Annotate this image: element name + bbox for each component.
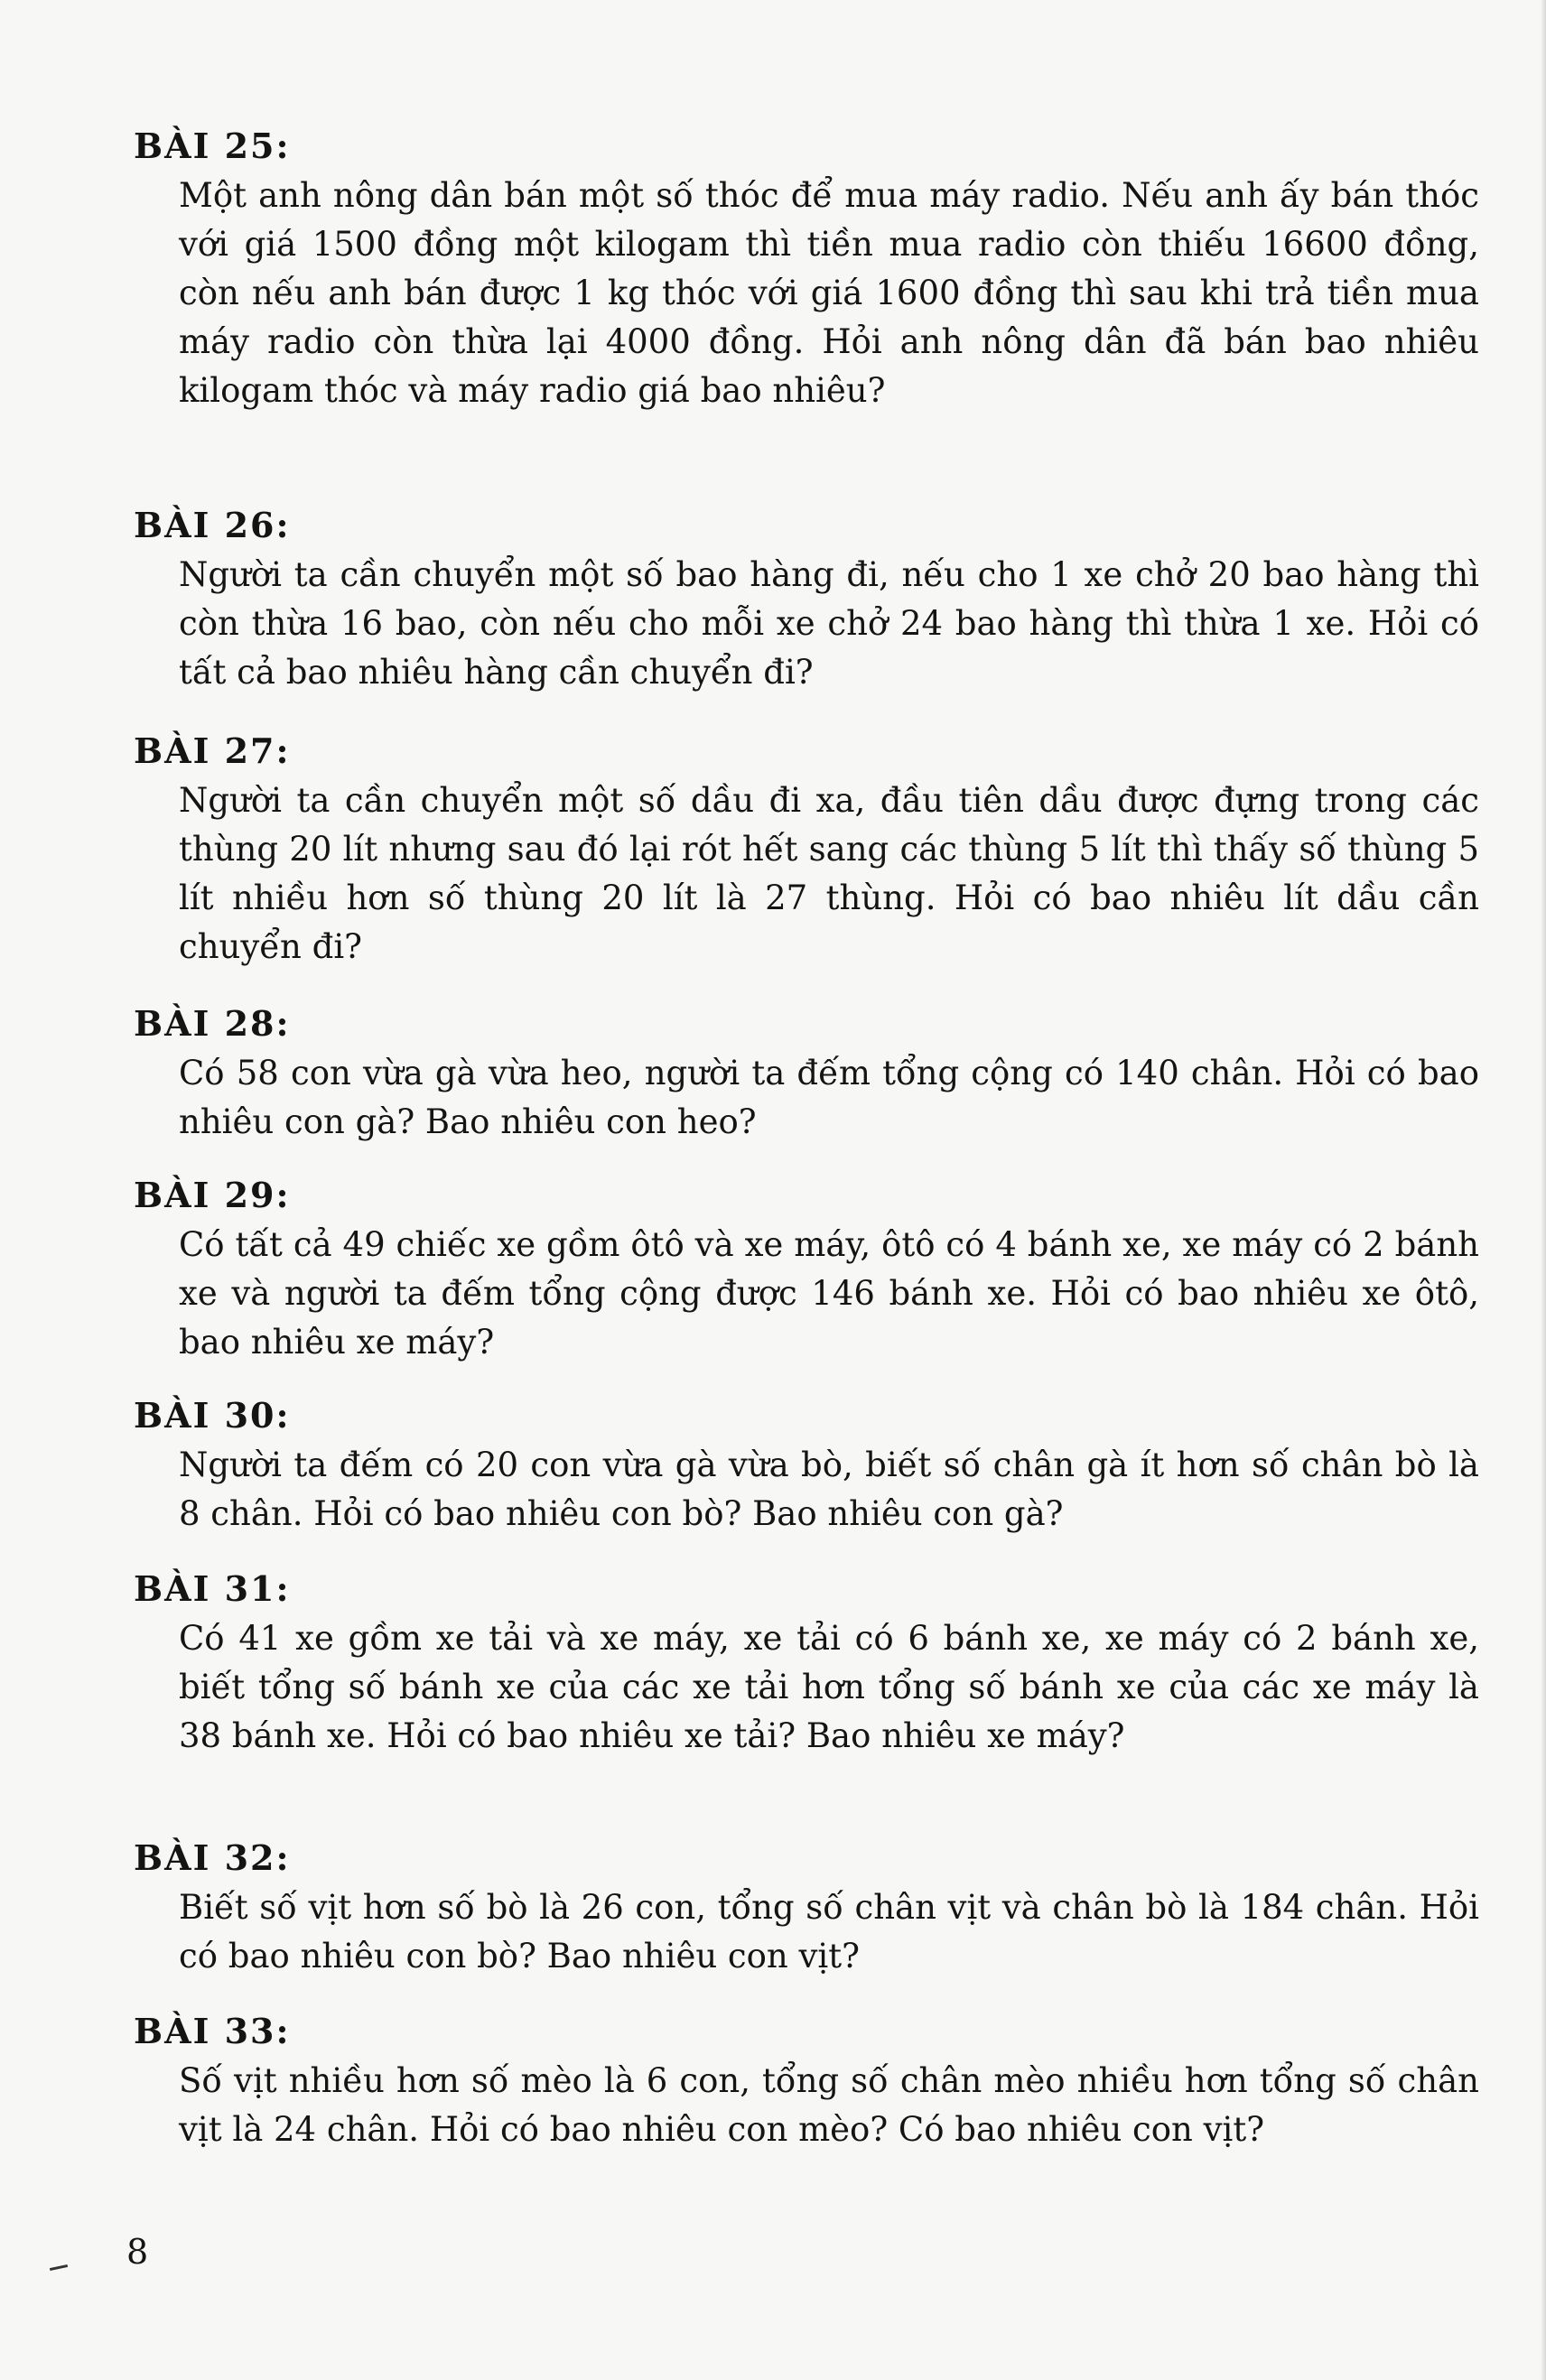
page-number: 8 — [126, 2232, 149, 2272]
problem-heading: BÀI 32: — [134, 1837, 291, 1878]
problem-heading: BÀI 28: — [134, 1003, 291, 1044]
page-edge-shadow — [1541, 0, 1546, 2380]
problem-25 — [134, 125, 1479, 415]
problem-30 — [134, 1394, 1479, 1539]
problem-heading: BÀI 33: — [134, 2011, 291, 2051]
problem-text: Người ta cần chuyển một số bao hàng đi, nếu cho 1 xe chở 20 bao hàng thì còn thừa 16 bao, còn nếu cho mỗi xe chở 24 bao hàng thì thừa 1 xe. Hỏi có tất cả bao nhiêu hàng cần chuyển đi? — [179, 555, 1479, 692]
problem-heading: BÀI 29: — [134, 1175, 291, 1215]
scan-mark — [50, 2264, 68, 2271]
problem-text: Số vịt nhiều hơn số mèo là 6 con, tổng số chân mèo nhiều hơn tổng số chân vịt là 24 chân. Hỏi có bao nhiêu con mèo? Có bao nhiêu con vịt? — [179, 2061, 1479, 2149]
problem-28 — [134, 1002, 1479, 1147]
problem-31 — [134, 1567, 1479, 1761]
problem-text: Người ta cần chuyển một số dầu đi xa, đầu tiên dầu được đựng trong các thùng 20 lít nhưng sau đó lại rót hết sang các thùng 5 lít thì thấy số thùng 5 lít nhiều hơn số thùng 20 lít là 27 thùng. Hỏi có bao nhiêu lít dầu cần chuyển đi? — [179, 781, 1479, 966]
problem-heading: BÀI 27: — [134, 730, 291, 771]
problem-heading: BÀI 25: — [134, 126, 291, 166]
problem-32 — [134, 1836, 1479, 1981]
problem-text: Có tất cả 49 chiếc xe gồm ôtô và xe máy, ôtô có 4 bánh xe, xe máy có 2 bánh xe và người ta đếm tổng cộng được 146 bánh xe. Hỏi có bao nhiêu xe ôtô, bao nhiêu xe máy? — [179, 1225, 1479, 1362]
problem-text: Có 41 xe gồm xe tải và xe máy, xe tải có 6 bánh xe, xe máy có 2 bánh xe, biết tổng số bánh xe của các xe tải hơn tổng số bánh xe của các xe máy là 38 bánh xe. Hỏi có bao nhiêu xe tải? Bao nhiêu xe máy? — [179, 1619, 1479, 1755]
problem-text: Người ta đếm có 20 con vừa gà vừa bò, biết số chân gà ít hơn số chân bò là 8 chân. Hỏi có bao nhiêu con bò? Bao nhiêu con gà? — [179, 1446, 1479, 1533]
problem-text: Có 58 con vừa gà vừa heo, người ta đếm tổng cộng có 140 chân. Hỏi có bao nhiêu con gà? Bao nhiêu con heo? — [179, 1054, 1479, 1141]
problem-33 — [134, 2010, 1479, 2154]
problem-heading: BÀI 26: — [134, 505, 291, 545]
problem-27 — [134, 730, 1479, 972]
problem-text: Một anh nông dân bán một số thóc để mua máy radio. Nếu anh ấy bán thóc với giá 1500 đồng một kilogam thì tiền mua radio còn thiếu 16600 đồng, còn nếu anh bán được 1 kg thóc với giá 1600 đồng thì sau khi trả tiền mua máy radio còn thừa lại 4000 đồng. Hỏi anh nông dân đã bán bao nhiêu kilogam thóc và máy radio giá bao nhiêu? — [179, 176, 1479, 410]
problem-26 — [134, 504, 1479, 697]
problem-29 — [134, 1174, 1479, 1367]
problem-text: Biết số vịt hơn số bò là 26 con, tổng số chân vịt và chân bò là 184 chân. Hỏi có bao nhiêu con bò? Bao nhiêu con vịt? — [179, 1888, 1479, 1976]
problem-heading: BÀI 31: — [134, 1568, 291, 1609]
problem-heading: BÀI 30: — [134, 1395, 291, 1436]
